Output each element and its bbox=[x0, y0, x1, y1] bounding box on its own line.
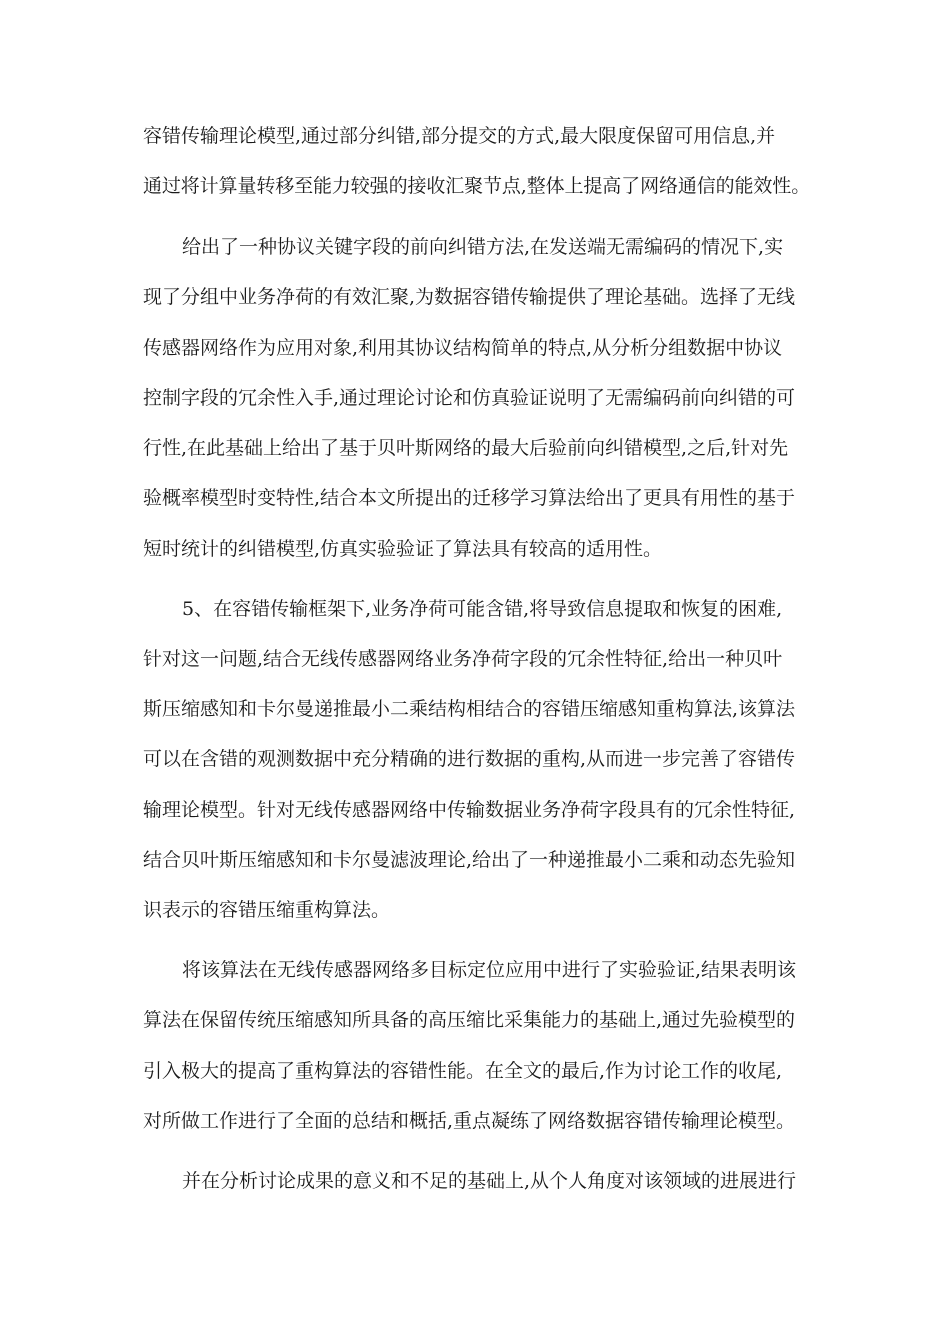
line-text: 验概率模型时变特性,结合本文所提出的迁移学习算法给出了更具有用性的基于 bbox=[143, 487, 796, 509]
text-line bbox=[0, 894, 950, 926]
text-line bbox=[0, 1165, 950, 1197]
text-line bbox=[0, 743, 950, 775]
text-line bbox=[0, 482, 950, 514]
line-text: 识表示的容错压缩重构算法。 bbox=[143, 899, 391, 921]
text-line bbox=[0, 1105, 950, 1137]
text-line bbox=[0, 231, 950, 263]
line-text: 行性,在此基础上给出了基于贝叶斯网络的最大后验前向纠错模型,之后,针对先 bbox=[143, 437, 789, 459]
line-text: 针对这一问题,结合无线传感器网络业务净荷字段的冗余性特征,给出一种贝叶 bbox=[143, 648, 783, 670]
line-text: 短时统计的纠错模型,仿真实验验证了算法具有较高的适用性。 bbox=[143, 538, 663, 560]
line-text: 传感器网络作为应用对象,利用其协议结构简单的特点,从分析分组数据中协议 bbox=[143, 337, 783, 359]
text-line bbox=[0, 1004, 950, 1036]
text-line bbox=[0, 693, 950, 725]
text-line bbox=[0, 593, 950, 625]
text-line bbox=[0, 382, 950, 414]
text-line bbox=[0, 794, 950, 826]
text-line bbox=[0, 170, 950, 202]
text-line bbox=[0, 332, 950, 364]
text-line bbox=[0, 533, 950, 565]
line-text: 通过将计算量转移至能力较强的接收汇聚节点,整体上提高了网络通信的能效性。 bbox=[143, 175, 811, 197]
line-text: 容错传输理论模型,通过部分纠错,部分提交的方式,最大限度保留可用信息,并 bbox=[143, 125, 776, 147]
line-text: 现了分组中业务净荷的有效汇聚,为数据容错传输提供了理论基础。选择了无线 bbox=[143, 286, 796, 308]
line-text: 对所做工作进行了全面的总结和概括,重点凝练了网络数据容错传输理论模型。 bbox=[143, 1110, 796, 1132]
line-text: 输理论模型。针对无线传感器网络中传输数据业务净荷字段具有的冗余性特征, bbox=[143, 799, 796, 821]
text-line bbox=[0, 432, 950, 464]
text-line bbox=[0, 1055, 950, 1087]
text-line bbox=[0, 844, 950, 876]
text-line bbox=[0, 120, 950, 152]
line-text: 将该算法在无线传感器网络多目标定位应用中进行了实验验证,结果表明该 bbox=[182, 959, 797, 981]
line-text: 引入极大的提高了重构算法的容错性能。在全文的最后,作为讨论工作的收尾, bbox=[143, 1060, 783, 1082]
text-line bbox=[0, 954, 950, 986]
line-text: 算法在保留传统压缩感知所具备的高压缩比采集能力的基础上,通过先验模型的 bbox=[143, 1009, 796, 1031]
text-line bbox=[0, 281, 950, 313]
line-text: 斯压缩感知和卡尔曼递推最小二乘结构相结合的容错压缩感知重构算法,该算法 bbox=[143, 698, 796, 720]
line-text: 控制字段的冗余性入手,通过理论讨论和仿真验证说明了无需编码前向纠错的可 bbox=[143, 387, 796, 409]
text-line bbox=[0, 643, 950, 675]
line-text: 并在分析讨论成果的意义和不足的基础上,从个人角度对该领域的进展进行 bbox=[182, 1170, 797, 1192]
line-text: 给出了一种协议关键字段的前向纠错方法,在发送端无需编码的情况下,实 bbox=[182, 236, 784, 258]
line-text: 可以在含错的观测数据中充分精确的进行数据的重构,从而进一步完善了容错传 bbox=[143, 748, 796, 770]
line-text: 5、在容错传输框架下,业务净荷可能含错,将导致信息提取和恢复的困难, bbox=[182, 598, 783, 620]
line-text: 结合贝叶斯压缩感知和卡尔曼滤波理论,给出了一种递推最小二乘和动态先验知 bbox=[143, 849, 796, 871]
